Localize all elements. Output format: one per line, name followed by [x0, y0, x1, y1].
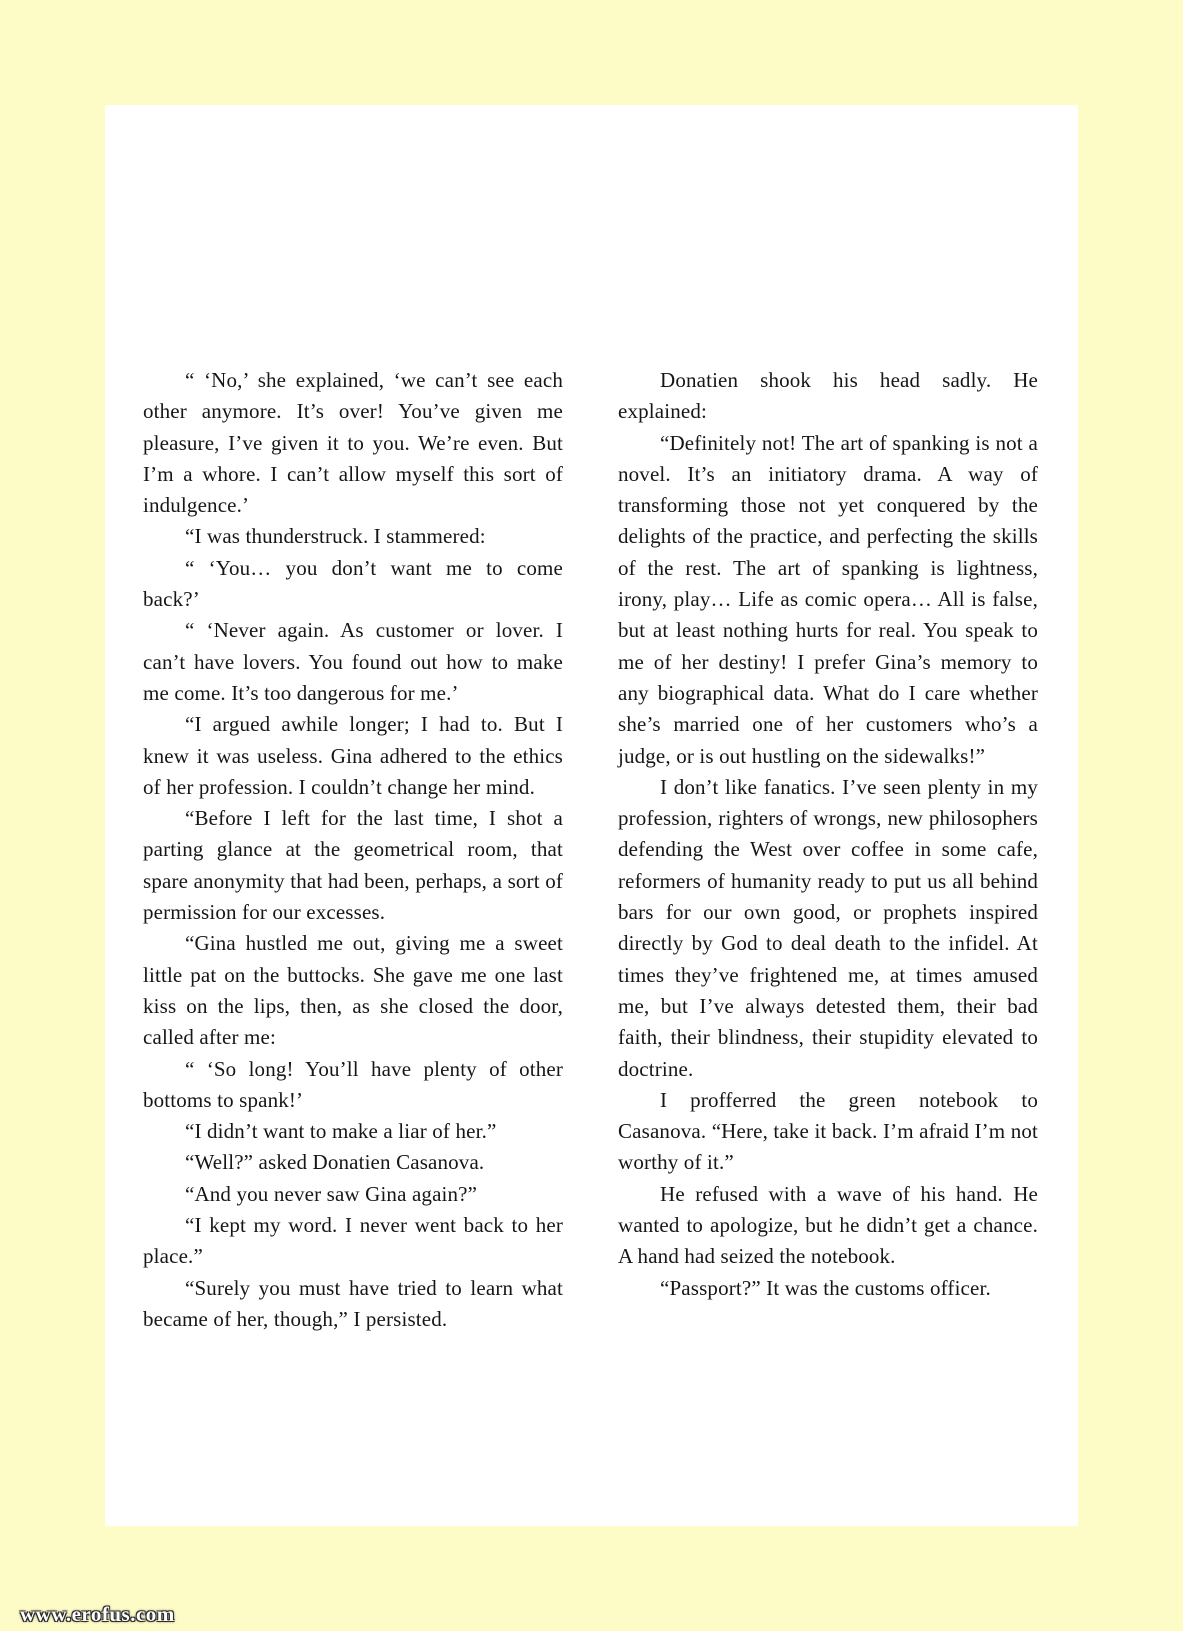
paragraph: “I was thunderstruck. I stammered:: [185, 524, 486, 549]
paragraph: “I kept my word. I never went back to her place.”: [143, 1213, 563, 1269]
paragraph: “I argued awhile longer; I had to. But I knew it was useless. Gina adhered to the ethics of her profession. I couldn’t change her mind.: [143, 712, 563, 799]
paragraph: “Definitely not! The art of spanking is not a novel. It’s an initiatory drama. A way of transforming those not yet conquered by the delights of the practice, and perfecting the skills of the rest. The art of spanking is lightness, irony, play… Life as comic opera… All is false, but at least nothing hurts for real. You speak to me of her destiny! I prefer Gina’s memory to any biographical data. What do I care whether she’s married one of her customers who’s a judge, or is out hustling on the sidewalks!”: [618, 430, 1038, 768]
right-text-column: [618, 365, 1038, 1304]
paragraph: I don’t like fanatics. I’ve seen plenty in my profession, righters of wrongs, new philosophers defending the West over coffee in some cafe, reformers of humanity ready to put us all behind bars for our own good, or prophets inspired directly by God to deal death to the infidel. At times they’ve frightened me, at times amused me, but I’ve always detested them, their bad faith, their blindness, their stupidity elevated to doctrine.: [618, 774, 1038, 1081]
paragraph: Donatien shook his head sadly. He explained:: [618, 368, 1038, 424]
paragraph: “ ‘Never again. As customer or lover. I can’t have lovers. You found out how to make me come. It’s too dangerous for me.’: [143, 618, 563, 705]
paragraph: “ ‘You… you don’t want me to come back?’: [143, 555, 563, 612]
paragraph: I profferred the green notebook to Casanova. “Here, take it back. I’m afraid I’m not worthy of it.”: [618, 1087, 1038, 1175]
paragraph: “Surely you must have tried to learn what became of her, though,” I persisted.: [143, 1275, 563, 1331]
site-watermark: www.erofus.com: [20, 1602, 175, 1626]
paragraph: “ ‘No,’ she explained, ‘we can’t see each other anymore. It’s over! You’ve given me pleasure, I’ve given it to you. We’re even. But I’m a whore. I can’t allow myself this sort of indulgence.’: [143, 368, 563, 518]
paragraph: “Well?” asked Donatien Casanova.: [185, 1150, 485, 1175]
book-page: [105, 105, 1078, 1526]
paragraph: He refused with a wave of his hand. He wanted to apologize, but he didn’t get a chance. A hand had seized the notebook.: [618, 1181, 1038, 1269]
paragraph: “And you never saw Gina again?”: [185, 1181, 478, 1206]
left-text-column: [143, 365, 563, 1335]
paragraph: “I didn’t want to make a liar of her.”: [185, 1119, 497, 1144]
paragraph: “ ‘So long! You’ll have plenty of other bottoms to spank!’: [143, 1056, 563, 1112]
paragraph: “Before I left for the last time, I shot a parting glance at the geometrical room, that spare anonymity that had been, perhaps, a sort of permission for our excesses.: [143, 806, 563, 925]
paragraph: “Passport?” It was the customs officer.: [660, 1275, 991, 1300]
paragraph: “Gina hustled me out, giving me a sweet little pat on the buttocks. She gave me one last kiss on the lips, then, as she closed the door, called after me:: [143, 931, 563, 1050]
